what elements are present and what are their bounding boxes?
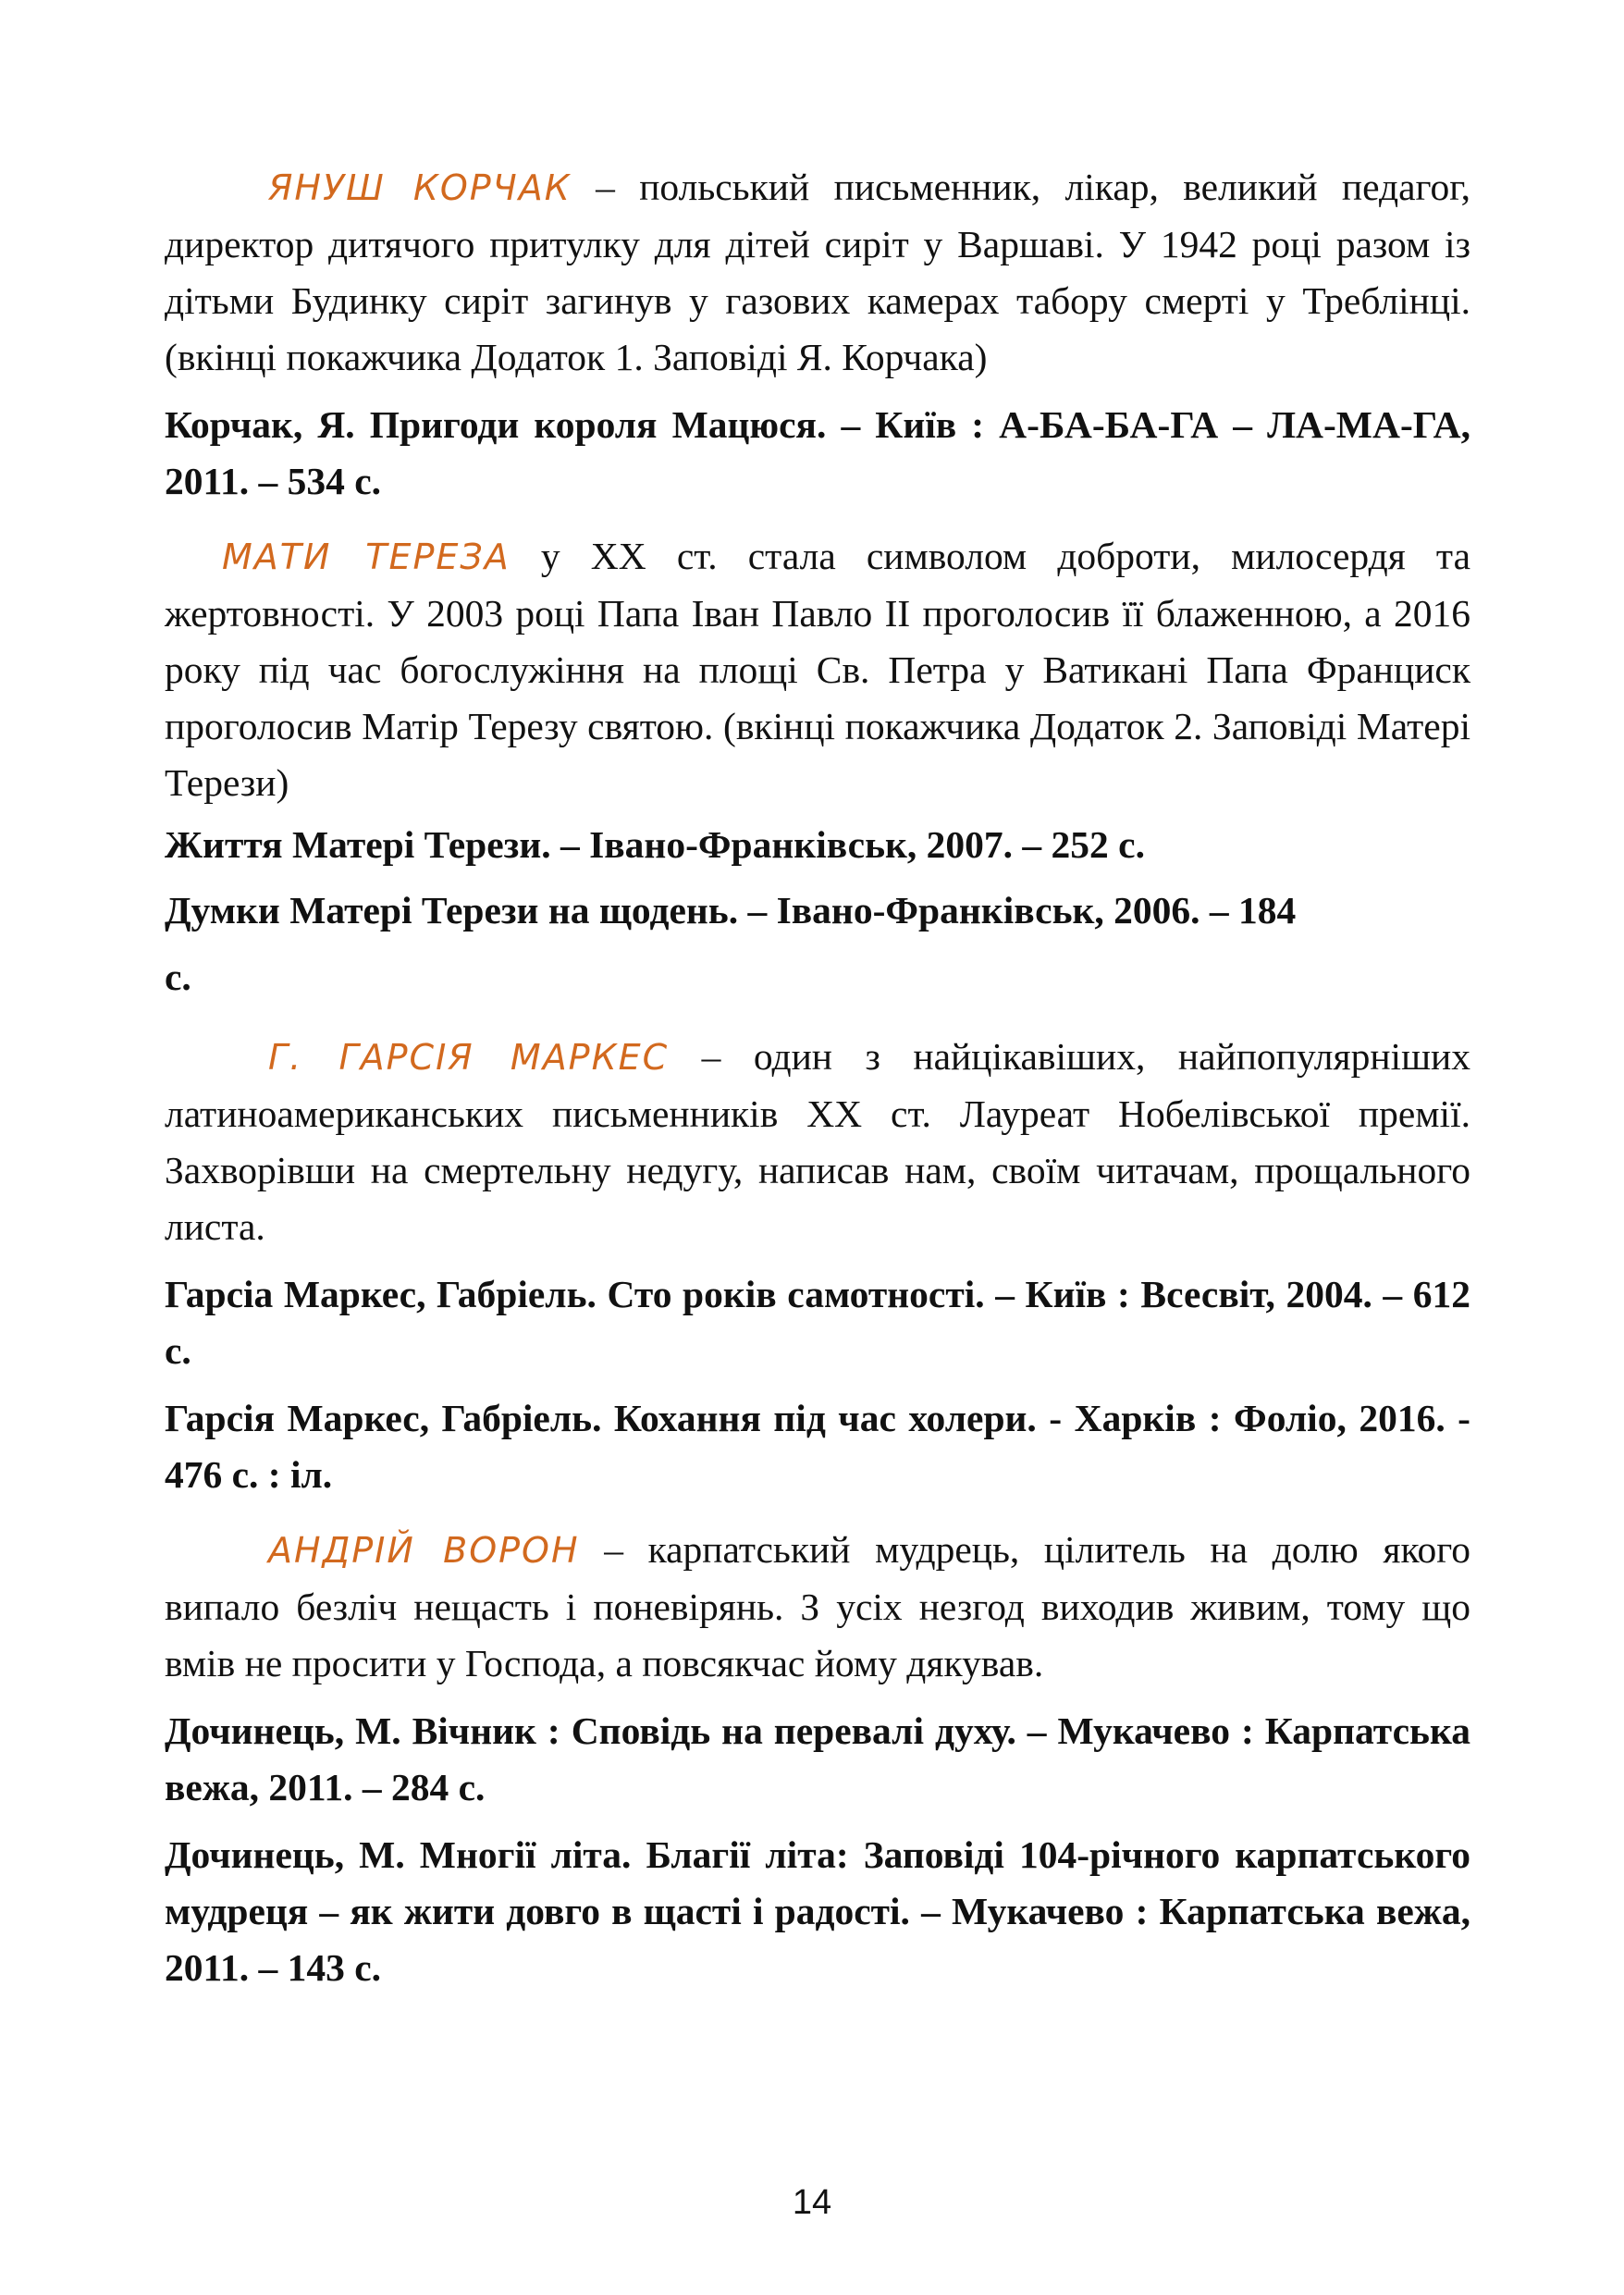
entry-korczak bbox=[165, 159, 1470, 510]
page-content bbox=[165, 159, 1470, 1996]
entry-bio-text: – один з найцікавіших, найпопулярніших латиноамериканських письменників XX ст. Лауреат Нобелівської премії. Захворівши на смертельну недугу, написав нам, своїм читачам, прощального листа. bbox=[165, 1035, 1470, 1248]
entry-bio-text: – польський письменник, лікар, великий педагог, директор дитячого притулку для дітей сиріт у Варшаві. У 1942 році разом із дітьми Будинку сиріт загинув у газових камерах табору смерті у Треблінці. (вкінці покажчика Додаток 1. Заповіді Я. Корчака) bbox=[165, 166, 1470, 378]
entry-bio-text: у XX ст. стала символом доброти, милосердя та жертовності. У 2003 році Папа Іван Павло II проголосив її блаженною, а 2016 року під час богослужіння на площі Св. Петра у Ватикані Папа Франциск проголосив Матір Терезу святою. (вкінці покажчика Додаток 2. Заповіді Матері Терези) bbox=[165, 535, 1470, 804]
book-reference: Дочинець, М. Вічник : Сповідь на перевалі духу. – Мукачево : Карпатська вежа, 2011. – 284 с. bbox=[165, 1709, 1470, 1808]
book-reference: Дочинець, М. Многії літа. Благії літа: Заповіді 104-річного карпатського мудреця – як жити довго в щасті і радості. – Мукачево : Карпатська вежа, 2011. – 143 с. bbox=[165, 1833, 1470, 1989]
entry-bio bbox=[165, 1522, 1470, 1692]
entry-name: Г. ГАРСІЯ МАРКЕС bbox=[268, 1037, 670, 1078]
book-reference: Життя Матері Терези. – Івано-Франківськ, 2007. – 252 с. bbox=[165, 823, 1145, 866]
book-reference: Думки Матері Терези на щодень. – Івано-Франківськ, 2006. – 184 с. bbox=[165, 889, 1297, 998]
entry-andriy-voron bbox=[165, 1522, 1470, 1996]
book-reference: Корчак, Я. Пригоди короля Мацюся. – Київ : А-БА-БА-ГА – ЛА-МА-ГА, 2011. – 534 с. bbox=[165, 403, 1470, 502]
entry-name: МАТИ ТЕРЕЗА bbox=[222, 537, 511, 577]
entry-name: ЯНУШ КОРЧАК bbox=[268, 167, 572, 208]
entry-bio-text: – карпатський мудрець, цілитель на долю якого випало безліч нещасть і поневірянь. З усіх незгод виходив живим, тому що вмів не просити у Господа, а повсякчас йому дякував. bbox=[165, 1528, 1470, 1684]
entry-bio bbox=[165, 528, 1470, 811]
entry-mother-teresa bbox=[165, 528, 1470, 1010]
page-number: 14 bbox=[792, 2183, 832, 2222]
entry-name: АНДРІЙ ВОРОН bbox=[268, 1530, 580, 1571]
book-reference: Гарсіа Маркес, Габріель. Сто років самотності. – Київ : Всесвіт, 2004. – 612 с. bbox=[165, 1273, 1470, 1372]
entry-bio bbox=[165, 159, 1470, 386]
entry-garcia-marquez bbox=[165, 1029, 1470, 1503]
book-reference: Гарсія Маркес, Габріель. Кохання під час холери. - Харків : Фоліо, 2016. - 476 с. : іл. bbox=[165, 1397, 1470, 1496]
entry-bio bbox=[165, 1029, 1470, 1255]
